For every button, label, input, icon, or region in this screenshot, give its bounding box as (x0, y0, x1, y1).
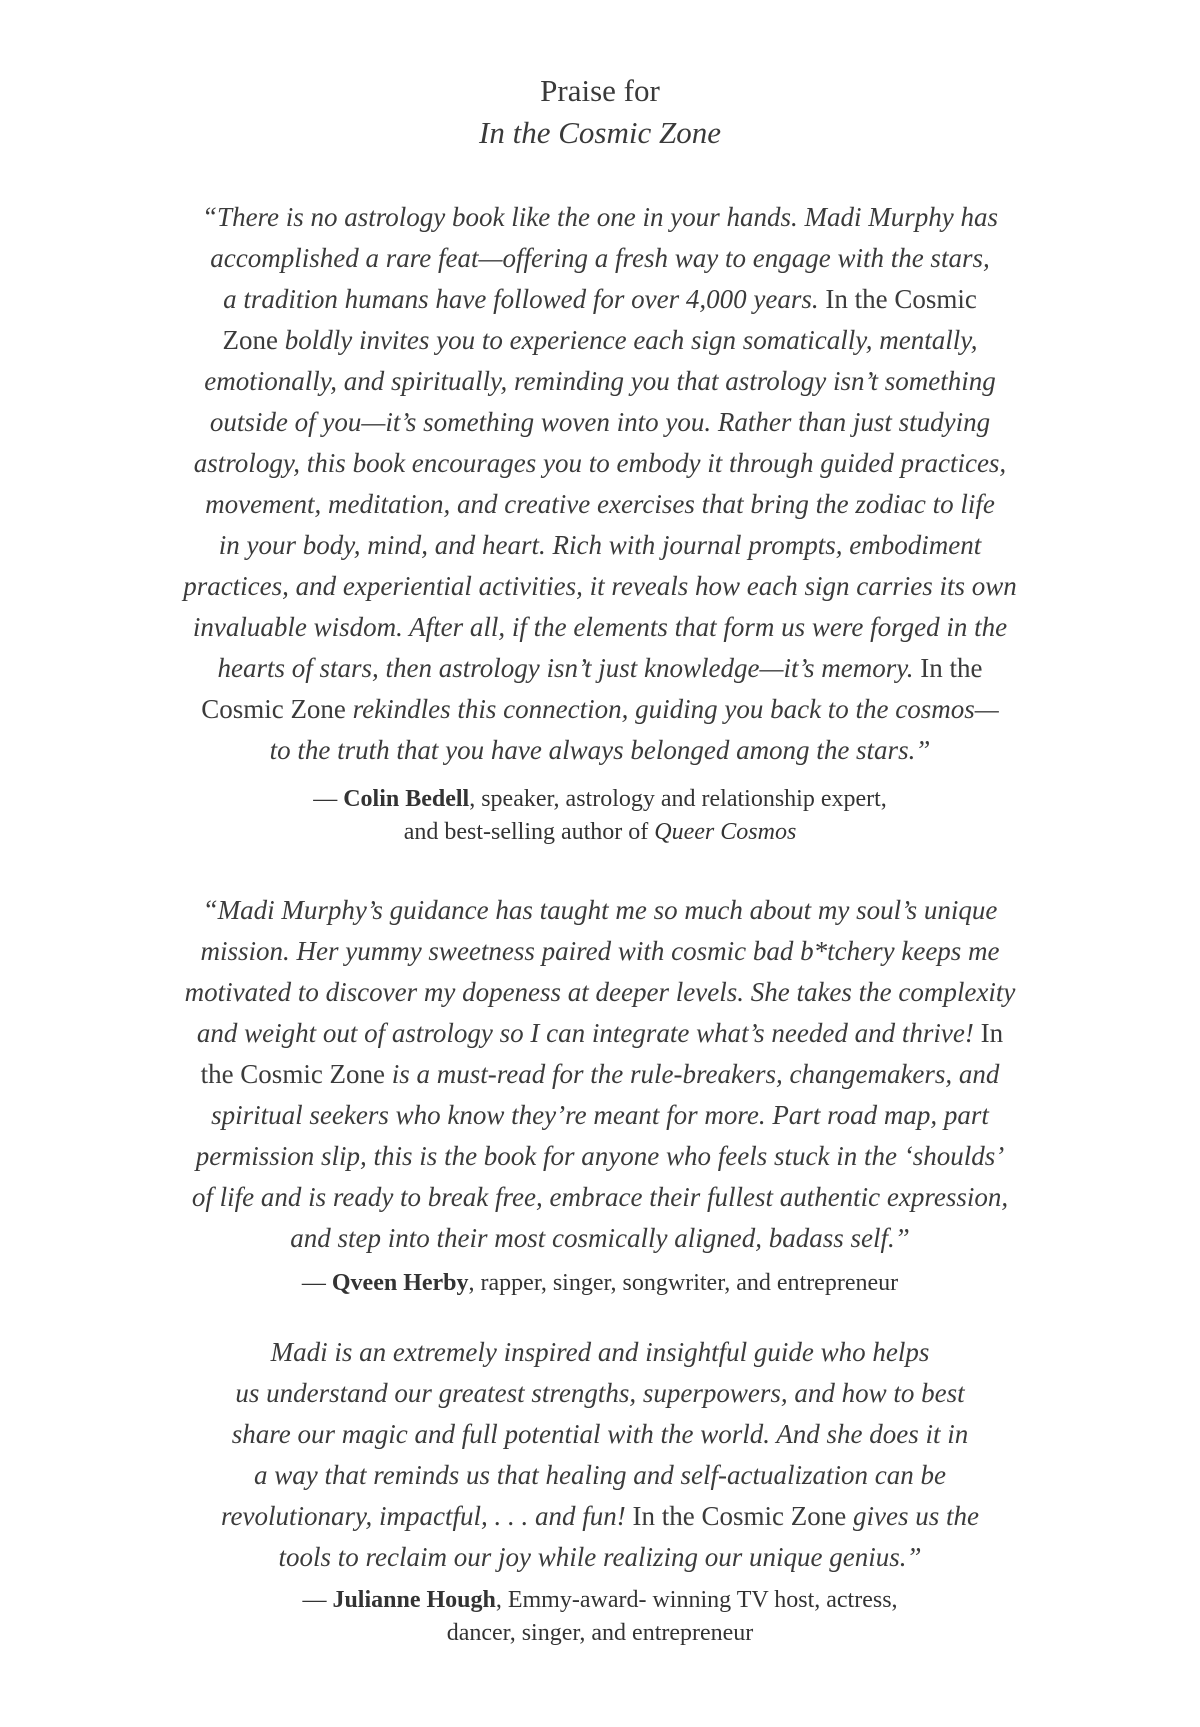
quote-line (0, 648, 1200, 689)
quote-line (0, 1218, 1200, 1259)
quote-line (0, 1496, 1200, 1537)
blurb-quote (0, 197, 1200, 771)
quote-text: in your body, mind, and heart. Rich with journal prompts, embodiment (218, 530, 982, 560)
quote-text: astrology, this book encourages you to embody it through guided practices, (193, 448, 1007, 478)
endorser-name: Colin Bedell (343, 786, 470, 812)
attribution-text: — (302, 1587, 333, 1613)
quote-line (0, 1373, 1200, 1414)
quote-line (0, 730, 1200, 771)
quote-text: to the truth that you have always belonged among the stars.” (269, 735, 931, 765)
heading-book-title: In the Cosmic Zone (479, 115, 721, 150)
quote-line (0, 931, 1200, 972)
quote-line (0, 1537, 1200, 1578)
book-title-text: In (973, 1018, 1004, 1048)
quote-text: us understand our greatest strengths, superpowers, and how to best (235, 1378, 965, 1408)
book-title-text: Zone (222, 325, 278, 355)
blurb-colin-bedell (0, 197, 1200, 849)
book-title-text: In the Cosmic Zone (625, 1501, 847, 1531)
quote-text: “Madi Murphy’s guidance has taught me so much about my soul’s unique (202, 895, 998, 925)
quote-text: “There is no astrology book like the one in your hands. Madi Murphy has (202, 202, 998, 232)
quote-line (0, 607, 1200, 648)
quote-line (0, 197, 1200, 238)
blurb-attribution (0, 1267, 1200, 1300)
attribution-line (0, 1584, 1200, 1617)
quote-text: rekindles this connection, guiding you back to the cosmos— (345, 694, 999, 724)
quote-line (0, 320, 1200, 361)
quote-line (0, 402, 1200, 443)
quote-text: share our magic and full potential with the world. And she does it in (231, 1419, 969, 1449)
quote-line (0, 1054, 1200, 1095)
quote-line (0, 689, 1200, 730)
blurb-quote (0, 1332, 1200, 1578)
attribution-text: and best-selling author of (403, 819, 655, 845)
quote-text: a way that reminds us that healing and self-actualization can be (254, 1460, 946, 1490)
quote-text: permission slip, this is the book for anyone who feels stuck in the ‘shoulds’ (195, 1141, 1005, 1171)
quote-text: practices, and experiential activities, it reveals how each sign carries its own (183, 571, 1017, 601)
quote-text: revolutionary, impactful, . . . and fun! (221, 1501, 626, 1531)
quote-text: of life and is ready to break free, embrace their fullest authentic expression, (191, 1182, 1009, 1212)
quote-text: outside of you—it’s something woven into you. Rather than just studying (209, 407, 991, 437)
quote-text: is a must-read for the rule-breakers, changemakers, and (385, 1059, 1000, 1089)
attribution-text: — (313, 786, 344, 812)
quote-text: motivated to discover my dopeness at deeper levels. She takes the complexity (184, 977, 1016, 1007)
attribution-line (0, 1267, 1200, 1300)
quote-text: movement, meditation, and creative exercises that bring the zodiac to life (205, 489, 995, 519)
quote-line (0, 890, 1200, 931)
quote-text: a tradition humans have followed for over 4,000 years. (223, 284, 819, 314)
quote-line (0, 1177, 1200, 1218)
attribution-text: , speaker, astrology and relationship expert, (469, 786, 887, 812)
quote-line (0, 566, 1200, 607)
blurb-quote (0, 890, 1200, 1259)
quote-line (0, 972, 1200, 1013)
quote-line (0, 525, 1200, 566)
quote-text: accomplished a rare feat—offering a fresh way to engage with the stars, (210, 243, 990, 273)
attribution-text: , Emmy-award- winning TV host, actress, (495, 1587, 898, 1613)
quote-text: and weight out of astrology so I can integrate what’s needed and thrive! (196, 1018, 974, 1048)
attribution-line (0, 783, 1200, 816)
attribution-text: , rapper, singer, songwriter, and entrepreneur (468, 1270, 899, 1296)
quote-line (0, 1455, 1200, 1496)
quote-line (0, 484, 1200, 525)
heading-line-1: Praise for (540, 73, 660, 108)
book-title-text: In the Cosmic (818, 284, 977, 314)
endorser-name: Qveen Herby (331, 1270, 469, 1296)
page-heading (0, 70, 1200, 154)
book-title-text: Cosmic Zone (201, 694, 346, 724)
blurb-attribution (0, 783, 1200, 849)
book-title-text: In the (913, 653, 983, 683)
quote-line (0, 1332, 1200, 1373)
quote-line (0, 1095, 1200, 1136)
book-title-text: the Cosmic Zone (200, 1059, 386, 1089)
quote-line (0, 1013, 1200, 1054)
book-title-text: Queer Cosmos (654, 819, 797, 845)
quote-text: mission. Her yummy sweetness paired with cosmic bad b*tchery keeps me (200, 936, 1000, 966)
endorser-name: Julianne Hough (332, 1587, 496, 1613)
quote-line (0, 443, 1200, 484)
blurb-attribution (0, 1584, 1200, 1650)
quote-line (0, 238, 1200, 279)
quote-text: invaluable wisdom. After all, if the elements that form us were forged in the (192, 612, 1008, 642)
quote-text: hearts of stars, then astrology isn’t just knowledge—it’s memory. (217, 653, 914, 683)
attribution-text: dancer, singer, and entrepreneur (446, 1620, 754, 1646)
attribution-line (0, 816, 1200, 849)
quote-line (0, 1414, 1200, 1455)
attribution-line (0, 1617, 1200, 1650)
quote-text: Madi is an extremely inspired and insightful guide who helps (270, 1337, 930, 1367)
attribution-text: — (301, 1270, 332, 1296)
quote-text: gives us the (846, 1501, 979, 1531)
quote-text: emotionally, and spiritually, reminding you that astrology isn’t something (204, 366, 996, 396)
quote-line (0, 279, 1200, 320)
quote-text: boldly invites you to experience each sign somatically, mentally, (277, 325, 978, 355)
quote-line (0, 361, 1200, 402)
blurb-julianne-hough (0, 1332, 1200, 1650)
quote-text: spiritual seekers who know they’re meant for more. Part road map, part (211, 1100, 989, 1130)
quote-line (0, 1136, 1200, 1177)
quote-text: tools to reclaim our joy while realizing our unique genius.” (278, 1542, 922, 1572)
quote-text: and step into their most cosmically aligned, badass self.” (290, 1223, 910, 1253)
blurb-qveen-herby (0, 890, 1200, 1300)
